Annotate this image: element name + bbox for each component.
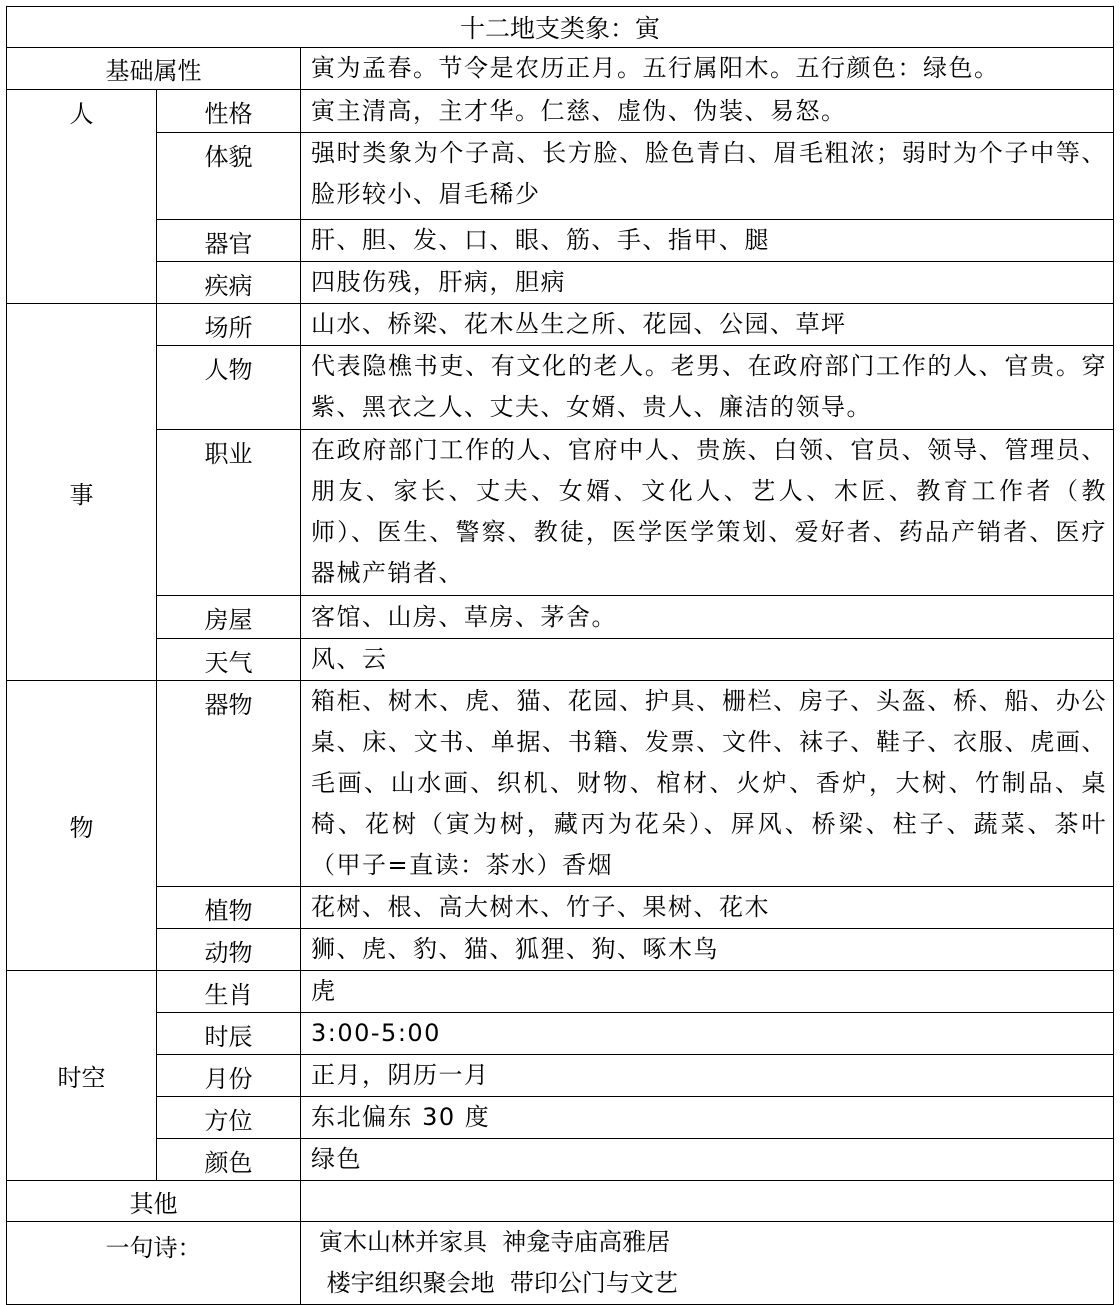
row-value: 箱柜、树木、虎、猫、花园、护具、栅栏、房子、头盔、桥、船、办公桌、床、文书、单据、书籍、发票、文件、袜子、鞋子、衣服、虎画、毛画、山水画、织机、财物、棺材、火炉、香炉，大树、竹制品、桌椅、花树（寅为树，藏丙为花朵）、屏风、桥梁、柱子、蔬菜、茶叶（甲子=直读：茶水）香烟 [301, 681, 1114, 887]
row-value: 绿色 [301, 1139, 1114, 1181]
row-value: 虎 [301, 971, 1114, 1013]
row-value: 四肢伤残，肝病，胆病 [301, 262, 1114, 304]
group-shikong: 时空 [7, 971, 157, 1181]
row-value: 肝、胆、发、口、眼、筋、手、指甲、腿 [301, 220, 1114, 262]
leixiang-table [6, 6, 1114, 1305]
other-label: 其他 [7, 1181, 301, 1222]
row-label: 方位 [157, 1097, 301, 1139]
row-value: 花树、根、高大树木、竹子、果树、花木 [301, 887, 1114, 929]
row-label: 时辰 [157, 1013, 301, 1055]
row-label: 动物 [157, 929, 301, 971]
row-value: 正月，阴历一月 [301, 1055, 1114, 1097]
poem-line: 楼宇组织聚会地 带印公门与文艺 [319, 1269, 678, 1297]
row-label: 天气 [157, 639, 301, 681]
row-value: 寅主清高，主才华。仁慈、虚伪、伪装、易怒。 [301, 90, 1114, 133]
row-value: 在政府部门工作的人、官府中人、贵族、白领、官员、领导、管理员、朋友、家长、丈夫、女婿、文化人、艺人、木匠、教育工作者（教师）、医生、警察、教徒，医学医学策划、爱好者、药品产销者、医疗器械产销者、 [301, 430, 1114, 596]
row-value: 狮、虎、豹、猫、狐狸、狗、啄木鸟 [301, 929, 1114, 971]
row-value: 山水、桥梁、花木丛生之所、花园、公园、草坪 [301, 304, 1114, 346]
row-label: 职业 [157, 430, 301, 596]
row-value: 3:00-5:00 [301, 1013, 1114, 1055]
basic-label: 基础属性 [7, 48, 301, 90]
row-label: 器物 [157, 681, 301, 887]
row-label: 植物 [157, 887, 301, 929]
group-shi: 事 [7, 304, 157, 681]
poem-label: 一句诗： [7, 1222, 301, 1305]
basic-value: 寅为孟春。节令是农历正月。五行属阳木。五行颜色：绿色。 [301, 48, 1114, 90]
poem-body [301, 1222, 1114, 1305]
row-label: 人物 [157, 346, 301, 430]
row-value: 客馆、山房、草房、茅舍。 [301, 596, 1114, 639]
row-label: 器官 [157, 220, 301, 262]
row-value: 东北偏东 30 度 [301, 1097, 1114, 1139]
row-value: 风、云 [301, 639, 1114, 681]
row-label: 生肖 [157, 971, 301, 1013]
group-ren: 人 [7, 90, 157, 304]
group-wu: 物 [7, 681, 157, 971]
row-value: 代表隐樵书吏、有文化的老人。老男、在政府部门工作的人、官贵。穿紫、黑衣之人、丈夫、女婿、贵人、廉洁的领导。 [301, 346, 1114, 430]
poem-line: 寅木山林并家具 神龛寺庙高雅居 [319, 1228, 671, 1256]
row-label: 疾病 [157, 262, 301, 304]
table-title: 十二地支类象：寅 [7, 7, 1114, 48]
row-label: 月份 [157, 1055, 301, 1097]
row-label: 颜色 [157, 1139, 301, 1181]
row-label: 体貌 [157, 133, 301, 220]
row-label: 场所 [157, 304, 301, 346]
row-label: 房屋 [157, 596, 301, 639]
other-value [301, 1181, 1114, 1222]
row-label: 性格 [157, 90, 301, 133]
row-value: 强时类象为个子高、长方脸、脸色青白、眉毛粗浓；弱时为个子中等、脸形较小、眉毛稀少 [301, 133, 1114, 220]
